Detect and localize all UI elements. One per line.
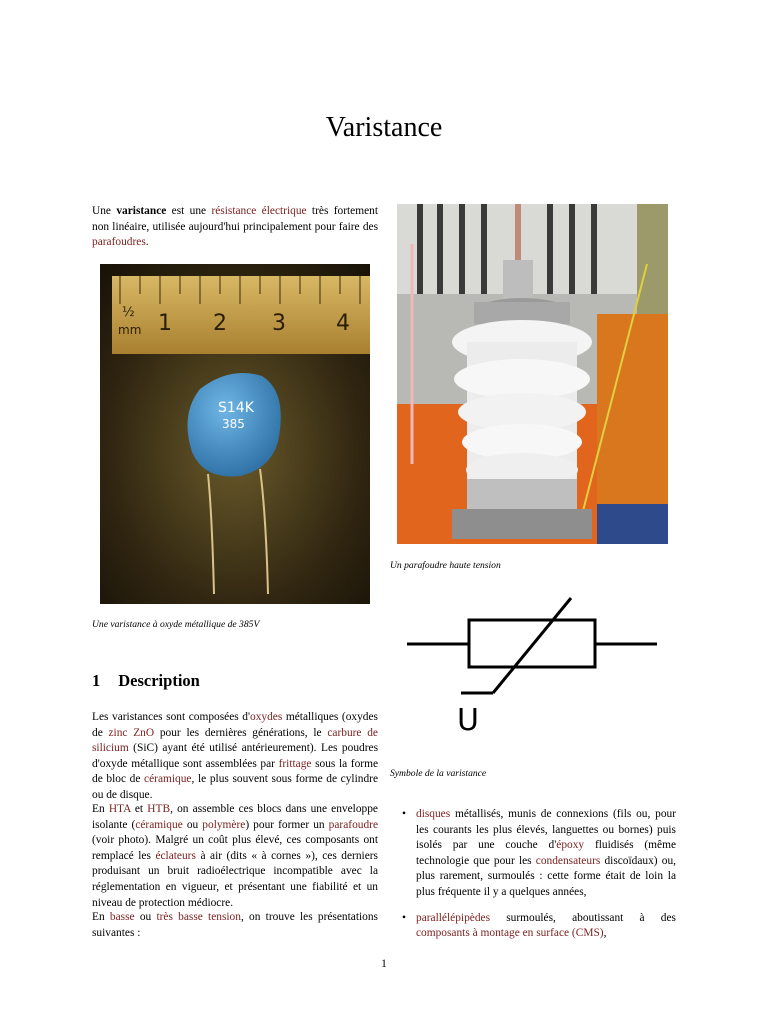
section-title: Description xyxy=(118,671,200,690)
text: , xyxy=(603,927,607,940)
list-item xyxy=(390,911,676,942)
link-ceramique-2[interactable]: céramique xyxy=(135,818,183,831)
text: très fortement non linéaire, utilisée aujourd'hui principalement pour faire des xyxy=(92,205,378,233)
varistor-symbol xyxy=(405,595,665,740)
link-hta[interactable]: HTA xyxy=(108,803,131,815)
varistor-marking-2: 385 xyxy=(222,417,245,431)
link-ceramique[interactable]: céramique xyxy=(144,773,192,786)
text: ou xyxy=(182,818,203,831)
presentation-list xyxy=(390,807,676,952)
section-heading xyxy=(92,671,382,691)
link-parafoudres[interactable]: parafoudres xyxy=(92,236,146,249)
section-number: 1 xyxy=(92,671,101,690)
ruler-number-1: 1 xyxy=(158,311,172,336)
varistor-symbol-caption: Symbole de la varistance xyxy=(390,768,487,779)
link-parafoudre[interactable]: parafoudre xyxy=(328,818,378,831)
text: métallisés, munis de connexions (fils ou, pour les courants les plus élevés, languettes ou bornes) puis isolés par une couche d' xyxy=(416,808,676,852)
link-carbure[interactable]: carbure de silicium xyxy=(92,726,378,755)
link-basse[interactable]: basse xyxy=(109,911,135,923)
text: sous la forme de bloc de xyxy=(92,757,378,786)
text: ou xyxy=(134,911,157,923)
link-cms[interactable]: composants à montage en surface (CMS) xyxy=(416,927,604,940)
term-bold: varistance xyxy=(116,205,167,217)
ruler-number-4: 4 xyxy=(336,311,350,336)
link-eclateurs[interactable]: éclateurs xyxy=(155,849,196,862)
parafoudre-photo-caption: Un parafoudre haute tension xyxy=(390,560,501,571)
text: Les varistances sont composées d' xyxy=(92,711,251,723)
text: (SiC) ayant été utilisé antérieurement). Les poudres d'oxyde métallique sont assemblées par xyxy=(92,742,378,770)
link-oxydes[interactable]: oxydes xyxy=(250,711,283,723)
text: métalliques (oxydes de xyxy=(92,711,378,739)
text: fluidisés (même technologie que pour les xyxy=(416,839,676,867)
ruler-unit: mm xyxy=(118,323,142,337)
link-zno[interactable]: ZnO xyxy=(133,726,155,739)
text: En xyxy=(92,803,109,815)
intro-paragraph xyxy=(92,204,378,251)
text: , le plus souvent sous forme de cylindre ou de disque. xyxy=(92,773,379,801)
text: . xyxy=(145,236,149,249)
link-epoxy[interactable]: époxy xyxy=(556,839,585,852)
text: à air (dits « à cornes »), ces derniers produisant un bruit radioélectrique incompatible avec la réglementation en vigueur, et présentant une fiabilité et un niveau de protection médiocre. xyxy=(92,849,378,909)
text: ) pour former un xyxy=(245,818,329,831)
text: pour les dernières générations, le xyxy=(154,726,328,739)
description-paragraph-2 xyxy=(92,802,378,911)
list-item xyxy=(390,807,676,901)
text: discoïdaux) ou, plus rarement, surmoulés : cette forme était de loin la plus fréquente il y a quelques années, xyxy=(416,854,676,898)
text: (voir photo). Malgré un coût plus élevé, ces composants ont remplacé les xyxy=(92,834,378,862)
link-resistance[interactable]: résistance électrique xyxy=(211,205,307,217)
link-htb[interactable]: HTB xyxy=(147,803,171,815)
link-frittage[interactable]: frittage xyxy=(278,757,312,770)
page-number: 1 xyxy=(381,958,387,970)
parafoudre-photo xyxy=(397,204,668,544)
description-paragraph-1 xyxy=(92,710,378,804)
link-disques[interactable]: disques xyxy=(416,808,451,820)
ruler-number-3: 3 xyxy=(272,311,286,336)
page-title: Varistance xyxy=(325,112,443,143)
text: , on trouve les présentations suivantes : xyxy=(92,911,378,939)
text: , on assemble ces blocs dans une enveloppe isolante ( xyxy=(92,803,378,831)
symbol-label: U xyxy=(457,703,479,738)
varistor-photo xyxy=(100,264,370,604)
text: En xyxy=(92,911,110,923)
varistor-marking-1: S14K xyxy=(218,400,254,416)
link-tres-basse-tension[interactable]: très basse tension xyxy=(156,911,241,923)
link-condensateurs[interactable]: condensateurs xyxy=(535,854,601,867)
link-parallelepipedes[interactable]: parallélépipèdes xyxy=(416,911,491,924)
text: est une xyxy=(166,205,212,217)
ruler-number-2: 2 xyxy=(213,311,227,336)
varistor-photo-caption: Une varistance à oxyde métallique de 385V xyxy=(92,619,260,630)
description-paragraph-3 xyxy=(92,910,378,941)
ruler-half: ½ xyxy=(122,305,135,320)
text: et xyxy=(130,803,148,815)
link-zinc[interactable]: zinc xyxy=(108,726,128,739)
text: surmoulés, aboutissant à des xyxy=(490,911,676,924)
link-polymere[interactable]: polymère xyxy=(202,818,246,831)
text: Une xyxy=(92,205,117,217)
